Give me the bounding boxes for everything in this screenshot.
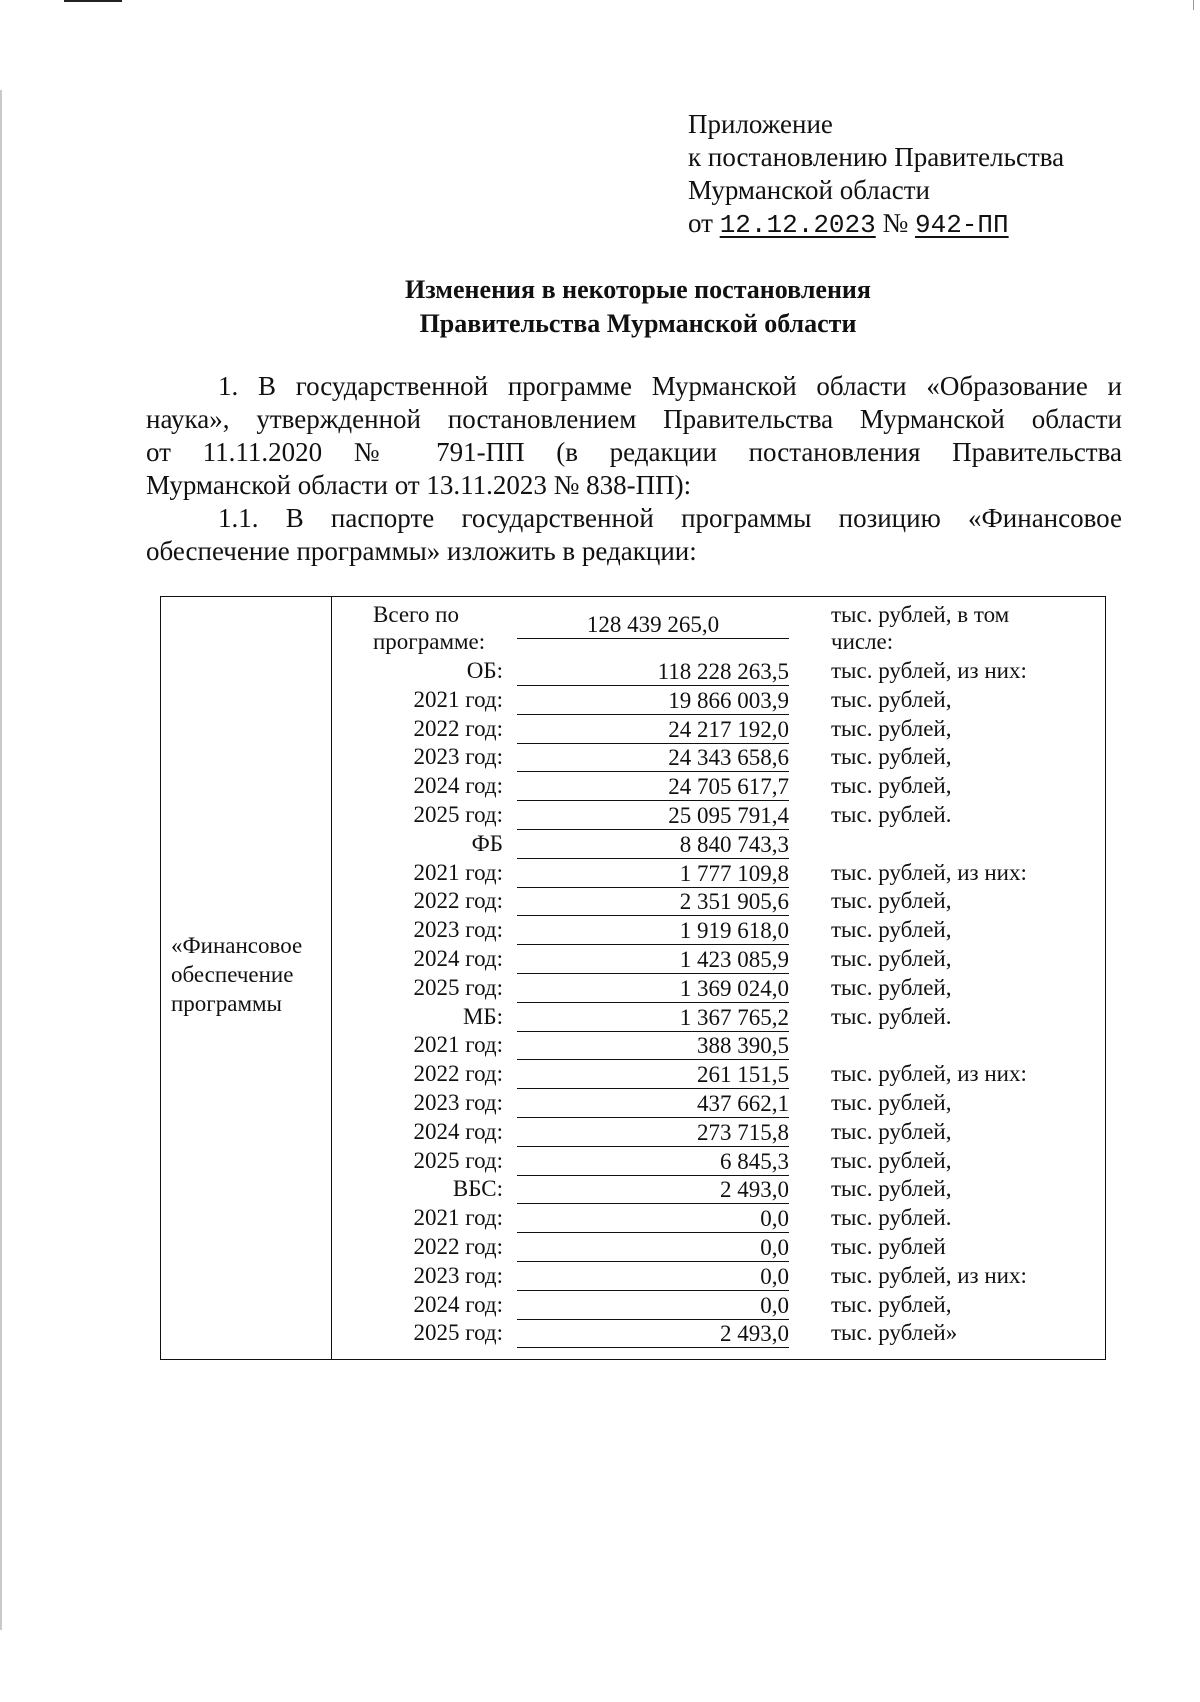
table-row — [161, 945, 1107, 974]
row-unit: тыс. рублей, — [831, 715, 952, 741]
document-body — [146, 370, 1122, 568]
row-amount: 2 351 905,6 — [517, 888, 789, 916]
row-amount: 25 095 791,4 — [517, 802, 789, 830]
paragraph-2-line-2: обеспечение программы» изложить в редакции: — [146, 536, 697, 566]
table-row — [161, 830, 1107, 859]
row-amount: 8 840 743,3 — [517, 831, 789, 859]
row-amount: 273 715,8 — [517, 1119, 789, 1147]
table-row — [161, 801, 1107, 830]
table-row — [161, 916, 1107, 945]
row-unit: тыс. рублей, — [831, 946, 952, 971]
appendix-line-3: Мурманской области — [688, 175, 930, 205]
row-unit: тыс. рублей, — [831, 1291, 952, 1317]
left-label-line-1: «Финансовое — [171, 933, 303, 958]
row-unit: тыс. рублей, — [831, 974, 952, 1000]
row-amount: 1 367 765,2 — [517, 1004, 789, 1032]
row-unit: тыс. рублей. — [831, 802, 952, 827]
table-row — [161, 1060, 1107, 1089]
row-label: 2023 год: — [413, 917, 503, 943]
table-row — [161, 1291, 1107, 1320]
row-amount: 6 845,3 — [517, 1148, 789, 1176]
table-row — [161, 1319, 1107, 1348]
table-row — [161, 1233, 1107, 1262]
financing-table — [160, 596, 1106, 1360]
table-row — [161, 1147, 1107, 1176]
document-title — [146, 273, 1130, 341]
table-row — [161, 1204, 1107, 1233]
row-amount: 24 217 192,0 — [517, 716, 789, 744]
table-row — [161, 887, 1107, 916]
row-amount: 24 705 617,7 — [517, 773, 789, 801]
paragraph-1-line-2: наука», утвержденной постановлением Правительства Мурманской области — [146, 404, 1122, 434]
appendix-date-line — [688, 207, 1064, 242]
row-unit: тыс. рублей, из них: — [831, 1061, 1027, 1087]
number-prefix: № — [882, 208, 909, 238]
row-unit: тыс. рублей, — [831, 1176, 952, 1202]
row-label: 2021 год: — [413, 686, 503, 712]
table-row — [161, 1262, 1107, 1291]
paragraph-1-line-1: 1. В государственной программе Мурманской области «Образование и — [218, 371, 1122, 401]
row-label: 2023 год: — [413, 744, 503, 770]
row-label: 2025 год: — [413, 974, 503, 1000]
table-row — [161, 686, 1107, 715]
title-line-2: Правительства Мурманской области — [419, 309, 857, 338]
row-unit: тыс. рублей — [831, 1234, 946, 1259]
row-amount: 0,0 — [517, 1263, 789, 1291]
row-label: 2022 год: — [413, 1061, 503, 1087]
row-unit: тыс. рублей» — [831, 1320, 958, 1346]
paragraph-2-line-1: 1.1. В паспорте государственной программы позицию «Финансовое — [218, 503, 1122, 533]
paragraph-1-line-4: Мурманской области от 13.11.2023 № 838-ПП): — [146, 470, 692, 500]
table-row — [161, 1175, 1107, 1204]
table-row — [161, 772, 1107, 801]
table-row — [161, 743, 1107, 772]
row-label: 2025 год: — [413, 1147, 503, 1173]
row-unit: тыс. рублей. — [831, 1003, 952, 1029]
row-label: 2022 год: — [413, 888, 503, 914]
row-label: ОБ: — [466, 658, 503, 683]
row-amount: 0,0 — [517, 1292, 789, 1320]
row-unit: тыс. рублей, из них: — [831, 1262, 1027, 1288]
row-unit: тыс. рублей, из них: — [831, 859, 1027, 885]
left-label-line-3: программы — [171, 991, 283, 1016]
scan-edge-mark — [64, 0, 122, 2]
decree-number: 942-ПП — [915, 210, 1009, 240]
row-label: 2022 год: — [413, 715, 503, 741]
row-unit: тыс. рублей, в том числе: — [831, 602, 1010, 654]
row-label: 2025 год: — [413, 1320, 503, 1346]
row-label: 2025 год: — [413, 802, 503, 827]
row-label: 2021 год: — [413, 1032, 503, 1058]
row-label: ВБС: — [452, 1176, 503, 1202]
appendix-line-1: Приложение — [688, 109, 833, 139]
left-label-line-2: обеспечение — [171, 962, 294, 987]
row-amount: 128 439 265,0 — [517, 611, 789, 639]
row-label: 2023 год: — [413, 1262, 503, 1288]
row-amount: 2 493,0 — [517, 1176, 789, 1204]
row-amount: 261 151,5 — [517, 1061, 789, 1089]
row-amount: 0,0 — [517, 1205, 789, 1233]
appendix-line-2: к постановлению Правительства — [688, 142, 1065, 172]
row-amount: 24 343 658,6 — [517, 744, 789, 772]
row-label: Всего по программе: — [373, 602, 486, 654]
row-amount: 388 390,5 — [517, 1032, 789, 1060]
row-unit: тыс. рублей, — [831, 744, 952, 770]
table-row — [161, 1118, 1107, 1147]
row-label: 2024 год: — [413, 773, 503, 799]
row-amount: 0,0 — [517, 1234, 789, 1262]
row-label: 2021 год: — [413, 859, 503, 885]
table-row — [161, 597, 1107, 657]
row-label: ФБ — [471, 830, 503, 856]
row-unit: тыс. рублей, — [831, 773, 952, 799]
decree-date: 12.12.2023 — [719, 210, 876, 240]
row-amount: 1 919 618,0 — [517, 917, 789, 945]
appendix-header — [688, 108, 1064, 242]
table-row — [161, 859, 1107, 888]
row-label: МБ: — [462, 1003, 503, 1029]
row-unit: тыс. рублей, — [831, 686, 952, 712]
row-label: 2023 год: — [413, 1090, 503, 1115]
paragraph-1-line-3: от 11.11.2020 № 791-ПП (в редакции постановления Правительства — [146, 437, 1122, 467]
row-label: 2024 год: — [413, 946, 503, 971]
table-row — [161, 974, 1107, 1003]
table-row — [161, 657, 1107, 686]
row-amount: 1 369 024,0 — [517, 975, 789, 1003]
table-row — [161, 1003, 1107, 1032]
row-unit: тыс. рублей, — [831, 1090, 952, 1115]
table-row — [161, 1089, 1107, 1118]
scan-left-edge — [0, 90, 2, 1630]
row-amount: 1 777 109,8 — [517, 860, 789, 888]
row-amount: 118 228 263,5 — [517, 658, 789, 686]
row-unit: тыс. рублей. — [831, 1205, 952, 1231]
row-unit: тыс. рублей, из них: — [831, 658, 1027, 683]
title-line-1: Изменения в некоторые постановления — [405, 275, 871, 304]
row-amount: 437 662,1 — [517, 1090, 789, 1118]
row-unit: тыс. рублей, — [831, 917, 952, 943]
row-amount: 1 423 085,9 — [517, 946, 789, 974]
row-unit: тыс. рублей, — [831, 888, 952, 914]
row-label: 2022 год: — [413, 1234, 503, 1259]
row-label: 2021 год: — [413, 1205, 503, 1231]
scan-right-mark — [1193, 0, 1194, 10]
row-amount: 2 493,0 — [517, 1320, 789, 1348]
table-row — [161, 715, 1107, 744]
row-label: 2024 год: — [413, 1118, 503, 1144]
row-amount: 19 866 003,9 — [517, 687, 789, 715]
row-unit: тыс. рублей, — [831, 1118, 952, 1144]
date-prefix: от — [688, 208, 713, 238]
table-row — [161, 1031, 1107, 1060]
row-unit: тыс. рублей, — [831, 1147, 952, 1173]
row-label: 2024 год: — [413, 1291, 503, 1317]
